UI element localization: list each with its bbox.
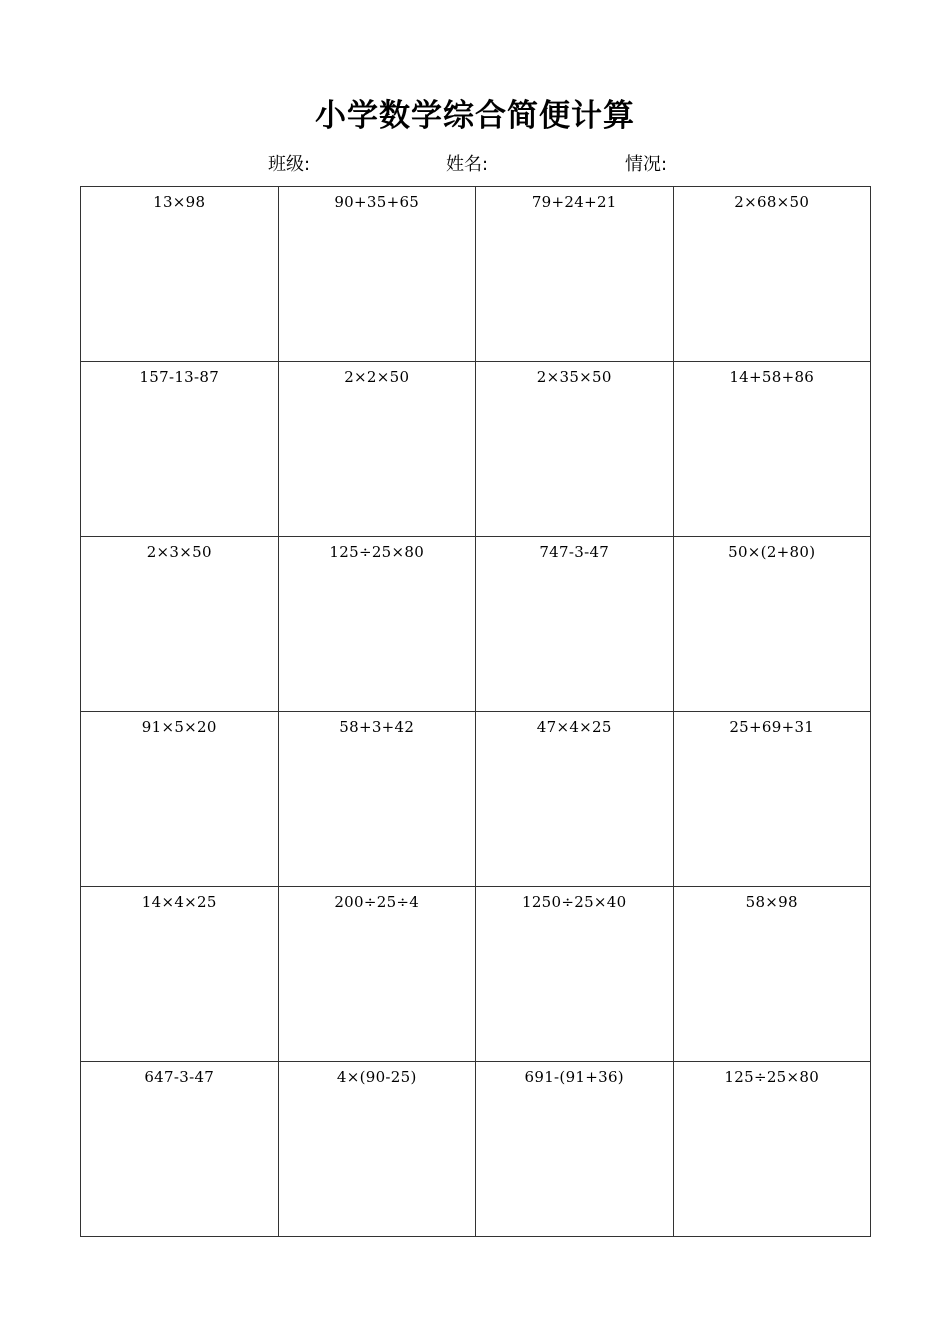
status-field-label: 情况: — [625, 154, 668, 175]
problem-row — [81, 1062, 871, 1237]
problem-row — [81, 887, 871, 1062]
problem-cell: 2×68×50 — [673, 187, 871, 362]
problem-cell: 14+58+86 — [673, 362, 871, 537]
problem-cell: 90+35+65 — [278, 187, 476, 362]
problem-row — [81, 537, 871, 712]
problem-cell: 200÷25÷4 — [278, 887, 476, 1062]
problem-row — [81, 362, 871, 537]
student-info-row — [0, 150, 950, 176]
problem-cell: 2×35×50 — [476, 362, 674, 537]
problem-cell: 25+69+31 — [673, 712, 871, 887]
problem-cell: 1250÷25×40 — [476, 887, 674, 1062]
class-field-label: 班级: — [268, 154, 311, 175]
problem-cell: 47×4×25 — [476, 712, 674, 887]
problem-cell: 157-13-87 — [81, 362, 279, 537]
name-field-label: 姓名: — [446, 154, 489, 175]
problem-cell: 647-3-47 — [81, 1062, 279, 1237]
problem-cell: 58+3+42 — [278, 712, 476, 887]
problem-cell: 747-3-47 — [476, 537, 674, 712]
problem-cell: 125÷25×80 — [673, 1062, 871, 1237]
problem-cell: 79+24+21 — [476, 187, 674, 362]
problem-cell: 4×(90-25) — [278, 1062, 476, 1237]
worksheet-title: 小学数学综合简便计算 — [315, 98, 635, 134]
problem-cell: 58×98 — [673, 887, 871, 1062]
problem-cell: 125÷25×80 — [278, 537, 476, 712]
problem-row — [81, 187, 871, 362]
problem-cell: 2×3×50 — [81, 537, 279, 712]
problem-cell: 91×5×20 — [81, 712, 279, 887]
problem-cell: 691-(91+36) — [476, 1062, 674, 1237]
problem-cell: 14×4×25 — [81, 887, 279, 1062]
problem-row — [81, 712, 871, 887]
problem-grid — [80, 186, 871, 1237]
problem-cell: 13×98 — [81, 187, 279, 362]
problem-cell: 50×(2+80) — [673, 537, 871, 712]
problem-cell: 2×2×50 — [278, 362, 476, 537]
